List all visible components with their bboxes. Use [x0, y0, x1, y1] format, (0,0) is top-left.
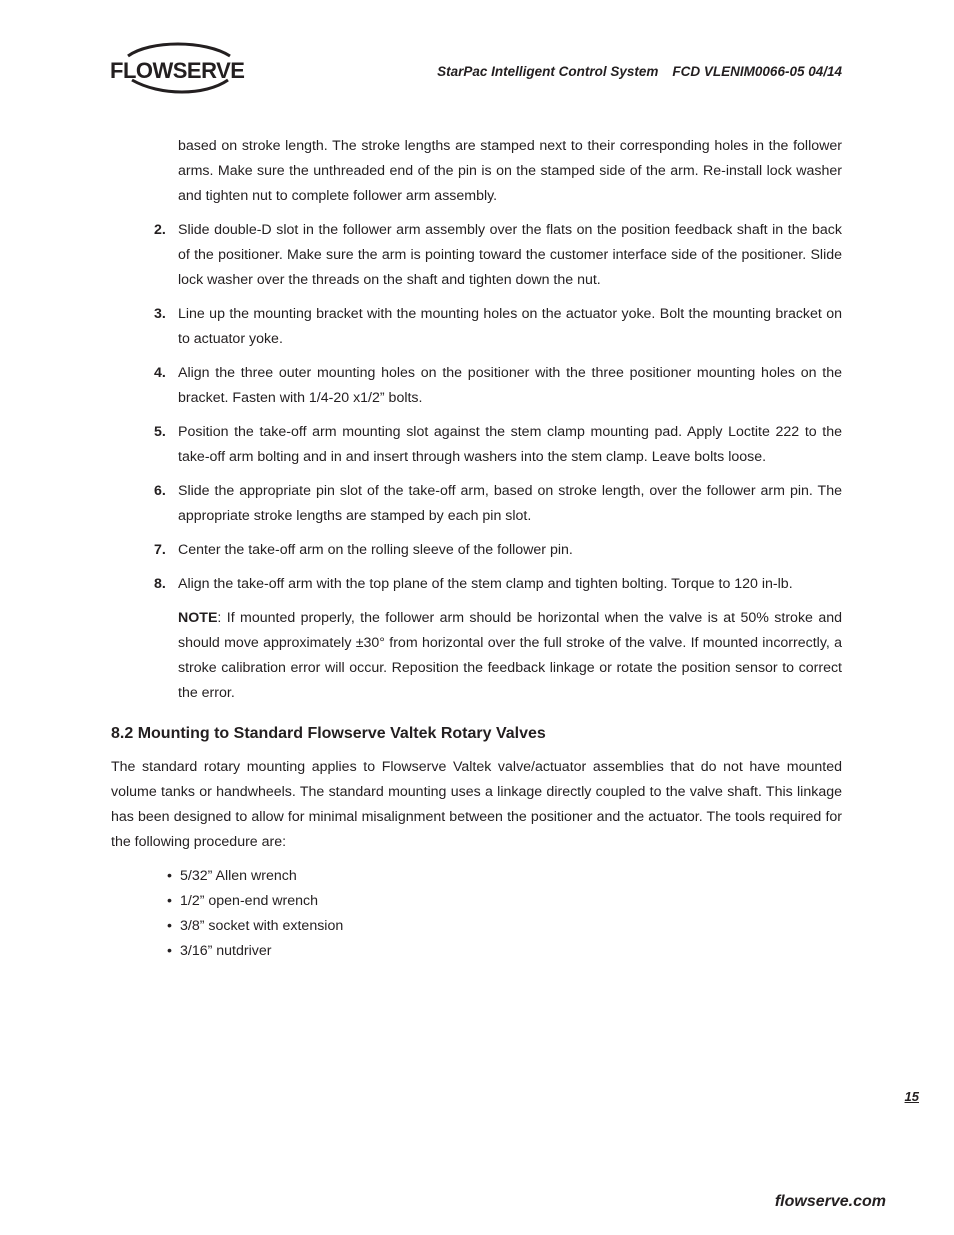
note-paragraph — [178, 606, 842, 706]
step-number: 2. — [154, 222, 166, 238]
tool-name: 1/2” open-end wrench — [180, 893, 319, 909]
page-number: 15 — [904, 1089, 919, 1104]
step-text: Position the take-off arm mounting slot against the stem clamp mounting pad. Apply Loctite 222 to the take-off arm bolting and in and insert through washers into the stem clamp. Leave bolts loose. — [178, 424, 842, 465]
step-item — [154, 361, 842, 411]
tool-name: 5/32” Allen wrench — [180, 868, 297, 884]
step-text: Center the take-off arm on the rolling sleeve of the follower pin. — [178, 542, 573, 558]
product-name: StarPac Intelligent Control System — [437, 64, 659, 79]
step-text: Slide double-D slot in the follower arm assembly over the flats on the position feedback shaft in the back of the positioner. Make sure the arm is pointing toward the customer interface side of the positioner. Slide lock washer over the threads on the shaft and tighten down the nut. — [178, 222, 842, 288]
step-item — [154, 479, 842, 529]
step-item — [154, 538, 842, 563]
continued-paragraph: based on stroke length. The stroke lengths are stamped next to their corresponding holes in the follower arms. Make sure the unthreaded end of the pin is on the stamped side of the arm. Re-install lock washer and tighten nut to complete follower arm assembly. — [178, 138, 842, 204]
bullet-icon: • — [167, 943, 172, 959]
flowserve-logo — [110, 40, 250, 95]
section-heading: 8.2 Mounting to Standard Flowserve Valtek Rotary Valves — [111, 725, 546, 742]
step-text: Line up the mounting bracket with the mounting holes on the actuator yoke. Bolt the mounting bracket on to actuator yoke. — [178, 306, 842, 347]
bullet-icon: • — [167, 918, 172, 934]
page-body — [111, 134, 842, 964]
step-number: 4. — [154, 365, 166, 381]
step-number: 7. — [154, 542, 166, 558]
note-label: NOTE — [178, 610, 218, 626]
running-header — [437, 64, 842, 79]
list-item — [167, 939, 842, 964]
list-item — [167, 914, 842, 939]
step-item — [154, 302, 842, 352]
tools-list — [111, 864, 842, 964]
step-text: Align the three outer mounting holes on the positioner with the three positioner mounting holes on the bracket. Fasten with 1/4-20 x1/2” bolts. — [178, 365, 842, 406]
list-item — [167, 889, 842, 914]
step-item — [154, 218, 842, 293]
document-code: FCD VLENIM0066-05 04/14 — [672, 64, 842, 79]
logo-wordmark: FLOWSERVE — [110, 58, 245, 83]
tool-name: 3/8” socket with extension — [180, 918, 344, 934]
step-number: 5. — [154, 424, 166, 440]
step-item — [154, 420, 842, 470]
section-intro: The standard rotary mounting applies to Flowserve Valtek valve/actuator assemblies that do not have mounted volume tanks or handwheels. The standard mounting uses a linkage directly coupled to the valve shaft. This linkage has been designed to allow for minimal misalignment between the positioner and the actuator. The tools required for the following procedure are: — [111, 759, 842, 850]
note-text: : If mounted properly, the follower arm should be horizontal when the valve is at 50% stroke and should move approximately ±30° from horizontal over the full stroke of the valve. If mounted incorrectly, a stroke calibration error will occur. Reposition the feedback linkage or rotate the position sensor to correct the error. — [178, 610, 842, 701]
step-number: 6. — [154, 483, 166, 499]
step-text: Align the take-off arm with the top plane of the stem clamp and tighten bolting. Torque to 120 in-lb. — [178, 576, 793, 592]
step-item — [154, 572, 842, 597]
tool-name: 3/16” nutdriver — [180, 943, 272, 959]
step-number: 3. — [154, 306, 166, 322]
step-number: 8. — [154, 576, 166, 592]
bullet-icon: • — [167, 893, 172, 909]
step-text: Slide the appropriate pin slot of the take-off arm, based on stroke length, over the follower arm pin. The appropriate stroke lengths are stamped by each pin slot. — [178, 483, 842, 524]
list-item — [167, 864, 842, 889]
bullet-icon: • — [167, 868, 172, 884]
footer-website[interactable]: flowserve.com — [774, 1193, 886, 1210]
